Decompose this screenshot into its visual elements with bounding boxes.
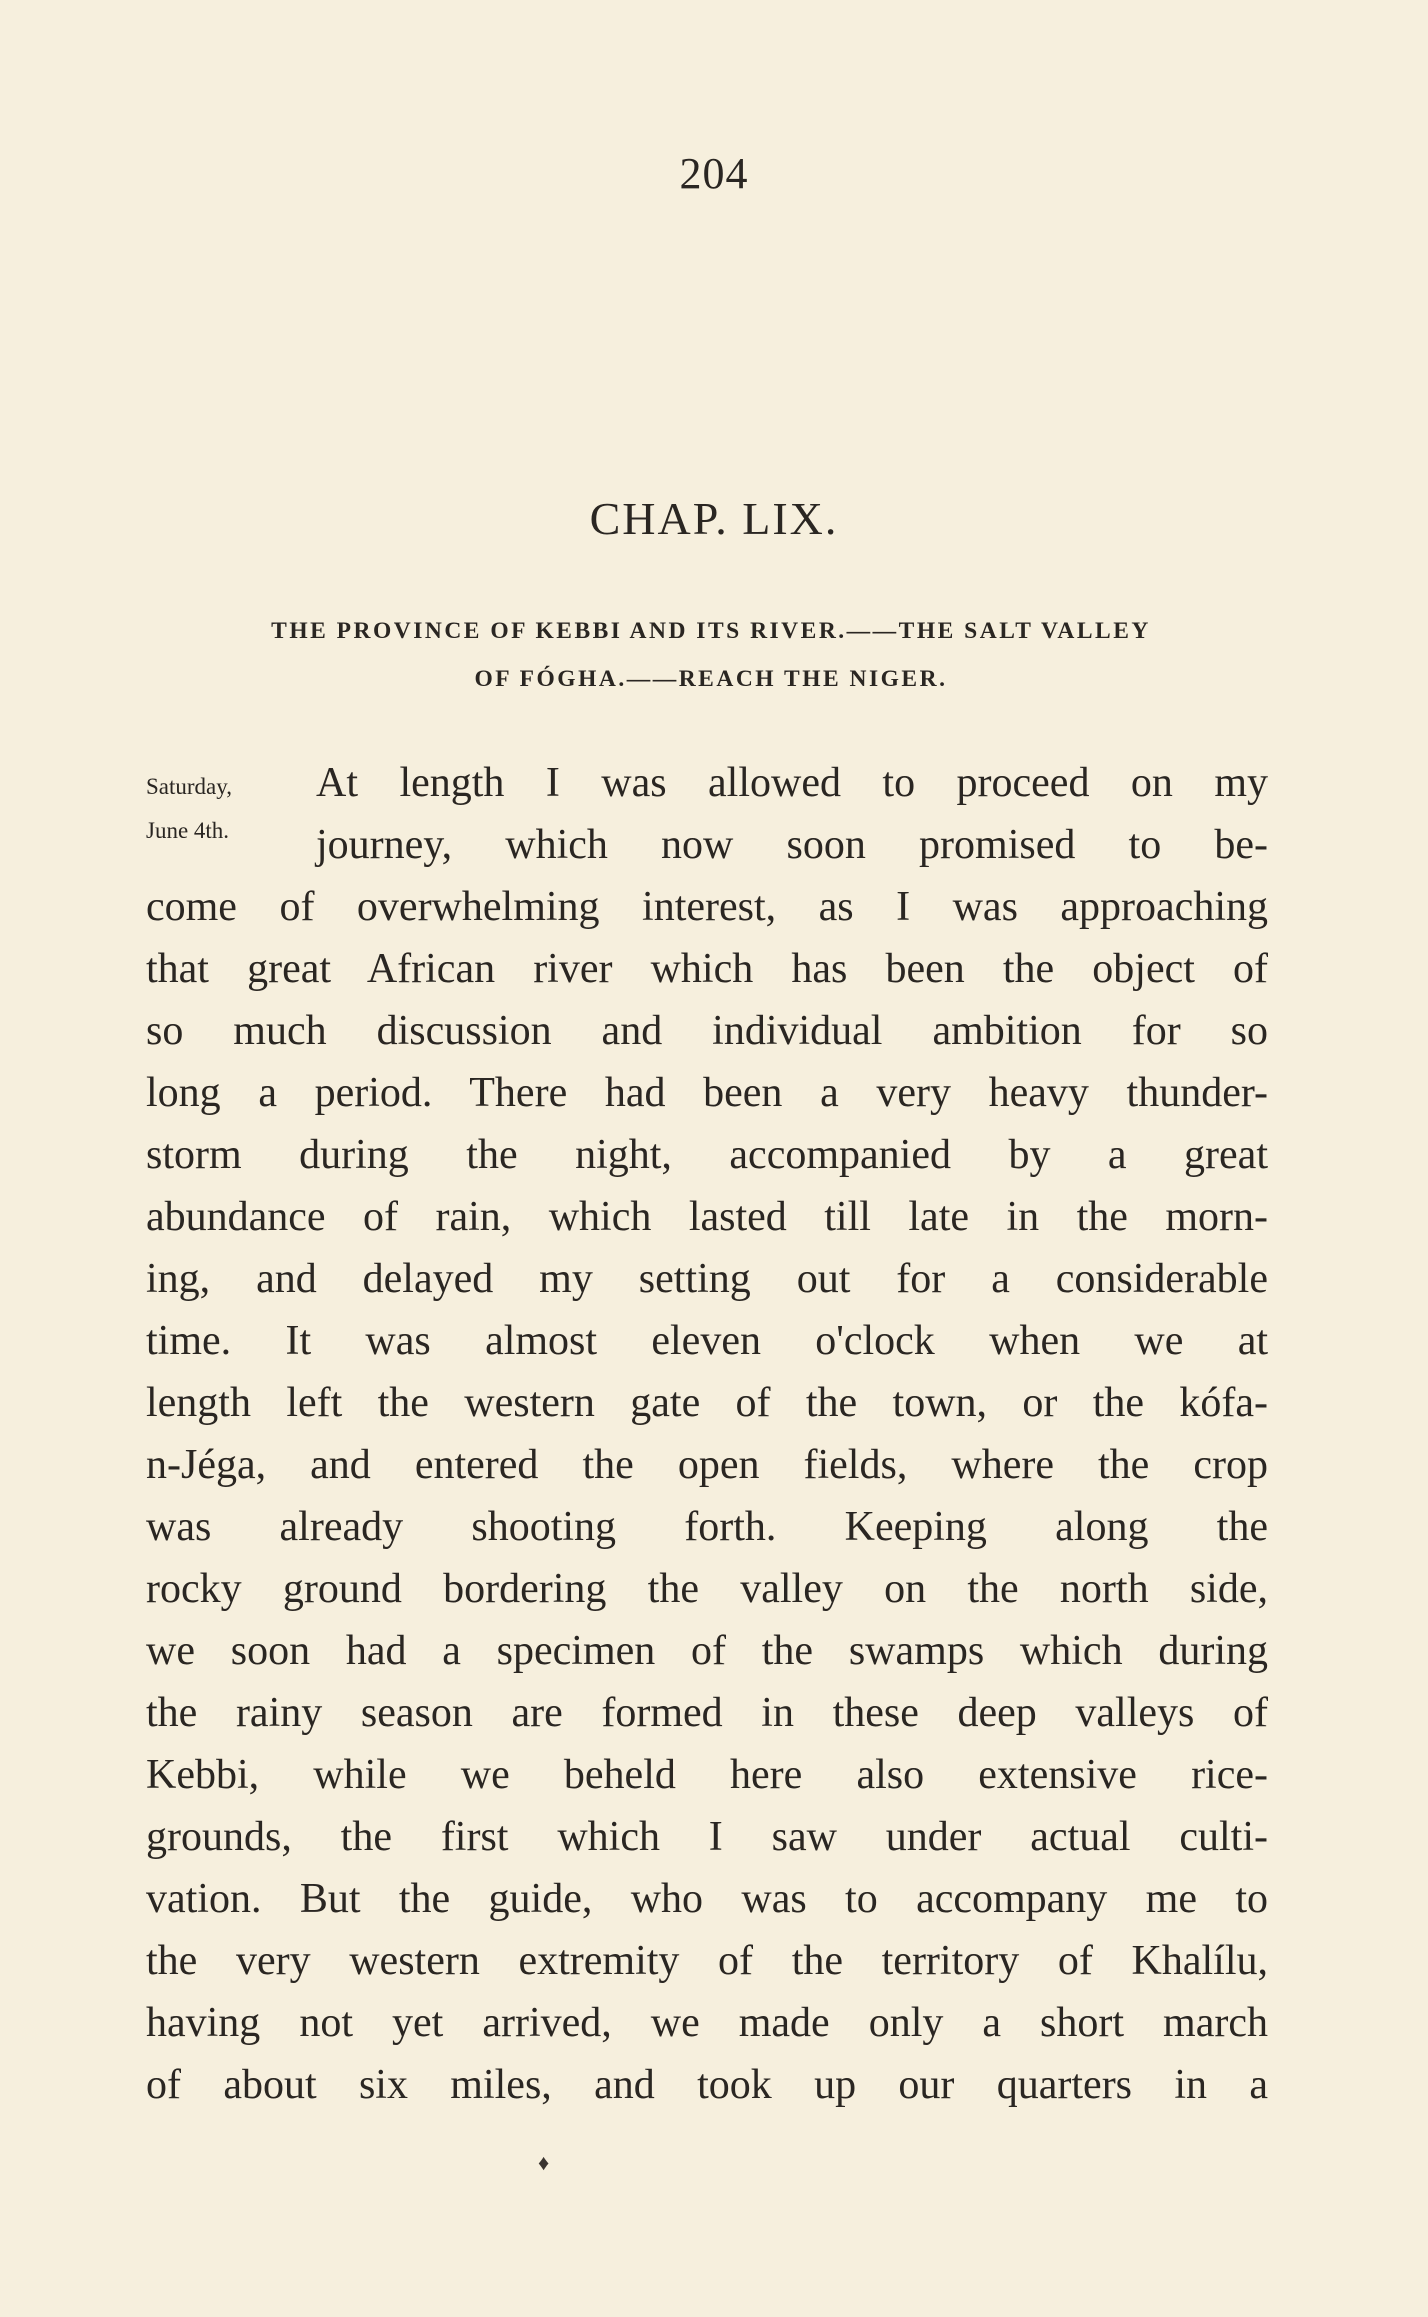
text-line: At length I was allowed to proceed on my — [316, 760, 1268, 806]
text-line: length left the western gate of the town, or the kófa- — [146, 1380, 1268, 1426]
text-line: of about six miles, and took up our quarters in a — [146, 2062, 1268, 2108]
chapter-title: CHAP. LIX. — [589, 493, 839, 544]
text-line: vation. But the guide, who was to accompany me to — [146, 1876, 1268, 1922]
text-line: having not yet arrived, we made only a short march — [146, 2000, 1268, 2046]
margin-note-date: June 4th. — [146, 818, 230, 843]
text-line: come of overwhelming interest, as I was approaching — [146, 884, 1268, 930]
text-line: the rainy season are formed in these deep valleys of — [146, 1690, 1268, 1736]
text-line: so much discussion and individual ambition for so — [146, 1008, 1268, 1054]
chapter-summary-line: OF FÓGHA.——REACH THE NIGER. — [474, 666, 948, 692]
text-line: abundance of rain, which lasted till late in the morn- — [146, 1194, 1268, 1240]
text-line: storm during the night, accompanied by a great — [146, 1132, 1268, 1178]
text-line: ing, and delayed my setting out for a considerable — [146, 1256, 1268, 1302]
page-number: 204 — [679, 149, 749, 198]
text-line: the very western extremity of the territory of Khalílu, — [146, 1938, 1268, 1984]
margin-note-day: Saturday, — [146, 774, 233, 799]
text-line: we soon had a specimen of the swamps which during — [146, 1628, 1268, 1674]
text-line: rocky ground bordering the valley on the north side, — [146, 1566, 1268, 1612]
text-line: long a period. There had been a very heavy thunder- — [146, 1070, 1268, 1116]
chapter-summary-line: THE PROVINCE OF KEBBI AND ITS RIVER.——THE SALT VALLEY — [271, 618, 1151, 644]
printer-mark-icon: ♦ — [538, 2150, 550, 2175]
text-line: time. It was almost eleven o'clock when we at — [146, 1318, 1268, 1364]
text-line: that great African river which has been the object of — [146, 946, 1268, 992]
text-line: journey, which now soon promised to be- — [316, 822, 1268, 868]
text-line: n-Jéga, and entered the open fields, where the crop — [146, 1442, 1268, 1488]
text-line: Kebbi, while we beheld here also extensive rice- — [146, 1752, 1268, 1798]
text-line: grounds, the first which I saw under actual culti- — [146, 1814, 1268, 1860]
text-line: was already shooting forth. Keeping along the — [146, 1504, 1268, 1550]
